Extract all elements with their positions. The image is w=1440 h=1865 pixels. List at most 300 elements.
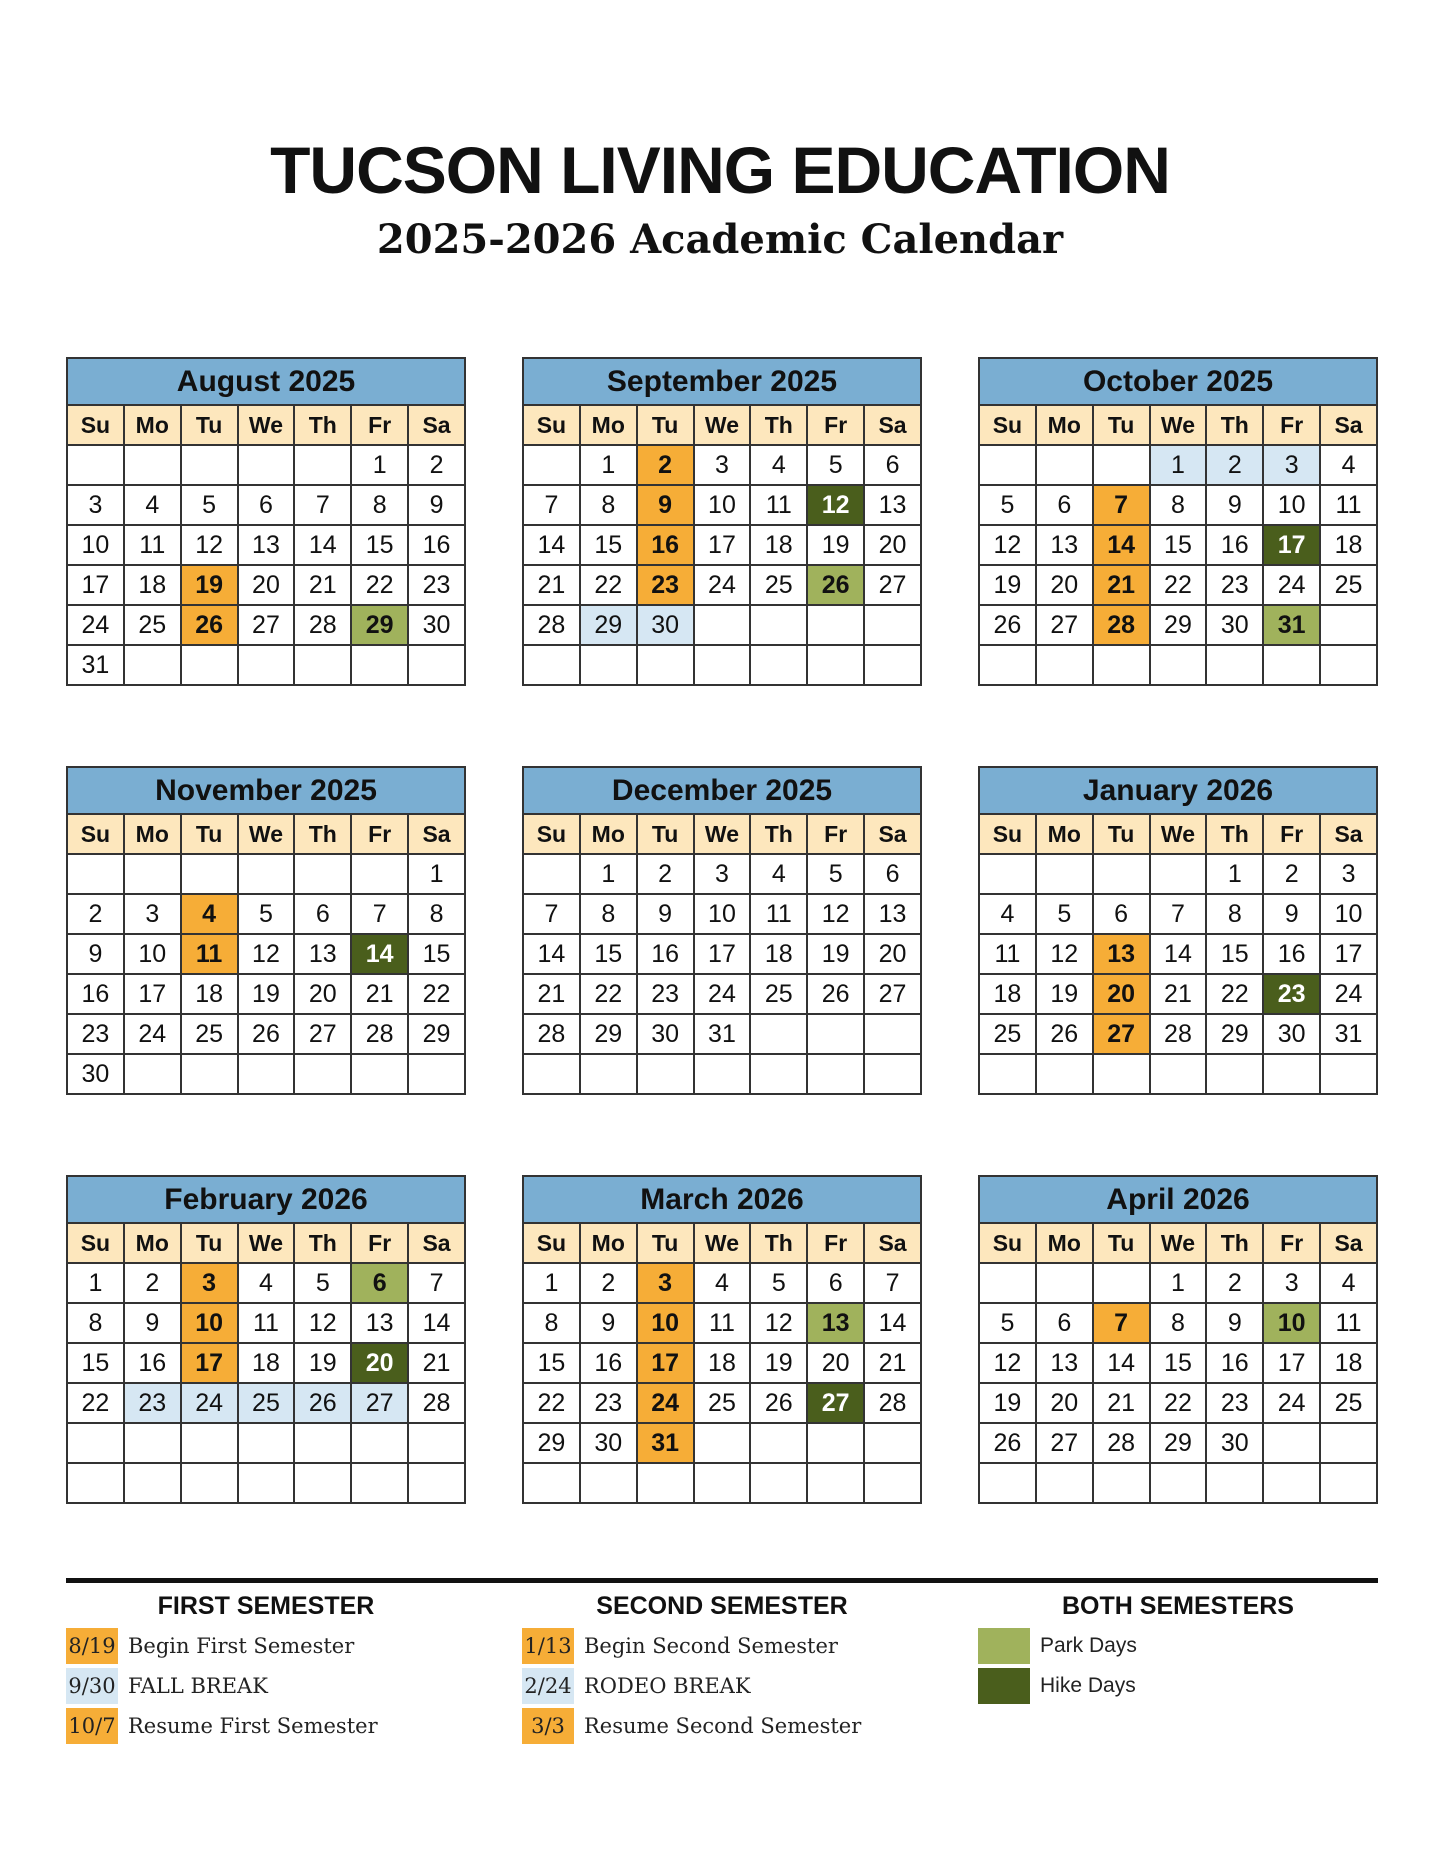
day-cell: 16 <box>1263 934 1320 974</box>
day-cell: 2 <box>408 445 465 485</box>
day-cell: 13 <box>864 894 921 934</box>
month-calendar <box>66 766 466 1095</box>
day-cell: 2 <box>1206 1263 1263 1303</box>
empty-cell <box>294 854 351 894</box>
week-row <box>67 894 465 934</box>
day-cell: 12 <box>294 1303 351 1343</box>
day-cell: 3 <box>1320 854 1377 894</box>
weekday-label: Su <box>979 405 1036 445</box>
week-row <box>67 605 465 645</box>
weekday-label: Th <box>294 814 351 854</box>
empty-cell <box>523 854 580 894</box>
day-cell: 14 <box>1150 934 1207 974</box>
legend-heading: BOTH SEMESTERS <box>1062 1592 1294 1620</box>
empty-cell <box>637 1463 694 1503</box>
weekday-label: We <box>1150 405 1207 445</box>
day-cell: 14 <box>294 525 351 565</box>
weekday-label: We <box>1150 1223 1207 1263</box>
day-cell: 6 <box>1036 485 1093 525</box>
week-row <box>523 854 921 894</box>
day-cell: 2 <box>637 854 694 894</box>
day-cell: 14 <box>1093 525 1150 565</box>
day-cell: 10 <box>1320 894 1377 934</box>
day-cell: 29 <box>408 1014 465 1054</box>
month-title: October 2025 <box>979 358 1377 405</box>
week-row <box>979 1303 1377 1343</box>
weekday-label: Su <box>523 405 580 445</box>
legend-swatch-park <box>978 1628 1030 1664</box>
weekday-label: Sa <box>864 1223 921 1263</box>
empty-cell <box>523 1054 580 1094</box>
day-cell: 16 <box>124 1343 181 1383</box>
empty-cell <box>694 1463 751 1503</box>
day-cell: 12 <box>181 525 238 565</box>
day-cell: 4 <box>1320 1263 1377 1303</box>
day-cell: 26 <box>1036 1014 1093 1054</box>
day-cell: 21 <box>523 565 580 605</box>
week-row <box>67 974 465 1014</box>
day-cell: 22 <box>67 1383 124 1423</box>
day-cell: 29 <box>351 605 408 645</box>
day-cell: 8 <box>1206 894 1263 934</box>
day-cell: 27 <box>1036 605 1093 645</box>
empty-cell <box>1150 1054 1207 1094</box>
empty-cell <box>979 1463 1036 1503</box>
day-cell: 25 <box>1320 1383 1377 1423</box>
day-cell: 11 <box>1320 485 1377 525</box>
empty-cell <box>1263 1463 1320 1503</box>
day-cell: 18 <box>750 934 807 974</box>
empty-cell <box>1093 854 1150 894</box>
weekday-label: Fr <box>1263 1223 1320 1263</box>
empty-cell <box>181 645 238 685</box>
empty-cell <box>864 605 921 645</box>
day-cell: 25 <box>750 565 807 605</box>
empty-cell <box>979 445 1036 485</box>
day-cell: 13 <box>1093 934 1150 974</box>
day-cell: 8 <box>67 1303 124 1343</box>
day-cell: 1 <box>523 1263 580 1303</box>
day-cell: 23 <box>580 1383 637 1423</box>
day-cell: 28 <box>1093 1423 1150 1463</box>
day-cell: 19 <box>807 934 864 974</box>
day-cell: 30 <box>1206 1423 1263 1463</box>
empty-cell <box>1320 605 1377 645</box>
day-cell: 17 <box>67 565 124 605</box>
day-cell: 31 <box>694 1014 751 1054</box>
day-cell: 1 <box>408 854 465 894</box>
day-cell: 7 <box>1093 485 1150 525</box>
day-cell: 17 <box>1263 1343 1320 1383</box>
empty-cell <box>1036 1463 1093 1503</box>
week-row <box>523 974 921 1014</box>
day-cell: 23 <box>637 974 694 1014</box>
month-calendar <box>522 1175 922 1504</box>
week-row <box>979 605 1377 645</box>
empty-cell <box>1036 854 1093 894</box>
legend-item <box>522 1706 962 1746</box>
day-cell: 28 <box>523 605 580 645</box>
empty-cell <box>1206 1463 1263 1503</box>
week-row <box>523 645 921 685</box>
day-cell: 9 <box>1263 894 1320 934</box>
empty-cell <box>181 854 238 894</box>
day-cell: 17 <box>1320 934 1377 974</box>
day-cell: 29 <box>580 605 637 645</box>
week-row <box>523 1423 921 1463</box>
legend-item <box>522 1626 962 1666</box>
day-cell: 6 <box>864 854 921 894</box>
day-cell: 7 <box>294 485 351 525</box>
day-cell: 25 <box>1320 565 1377 605</box>
day-cell: 25 <box>124 605 181 645</box>
day-cell: 22 <box>580 565 637 605</box>
empty-cell <box>807 1463 864 1503</box>
week-row <box>523 1463 921 1503</box>
empty-cell <box>1036 645 1093 685</box>
week-row <box>523 1263 921 1303</box>
legend-swatch: 3/3 <box>522 1708 574 1744</box>
legend-item <box>978 1626 1418 1666</box>
empty-cell <box>238 445 295 485</box>
day-cell: 3 <box>1263 1263 1320 1303</box>
weekday-label: Mo <box>1036 814 1093 854</box>
weekday-label: Sa <box>1320 405 1377 445</box>
day-cell: 6 <box>294 894 351 934</box>
weekday-label: Tu <box>181 1223 238 1263</box>
empty-cell <box>181 445 238 485</box>
legend-label: Begin First Semester <box>128 1634 355 1658</box>
weekday-label: Mo <box>580 405 637 445</box>
day-cell: 18 <box>238 1343 295 1383</box>
day-cell: 2 <box>67 894 124 934</box>
day-cell: 4 <box>750 445 807 485</box>
day-cell: 13 <box>351 1303 408 1343</box>
week-row <box>67 854 465 894</box>
empty-cell <box>238 645 295 685</box>
day-cell: 12 <box>807 485 864 525</box>
day-cell: 7 <box>864 1263 921 1303</box>
empty-cell <box>67 445 124 485</box>
weekday-label: Mo <box>124 405 181 445</box>
empty-cell <box>807 1014 864 1054</box>
weekday-label: Fr <box>1263 405 1320 445</box>
day-cell: 27 <box>1093 1014 1150 1054</box>
weekday-label: Sa <box>408 405 465 445</box>
day-cell: 3 <box>1263 445 1320 485</box>
day-cell: 2 <box>637 445 694 485</box>
empty-cell <box>238 1054 295 1094</box>
week-row <box>67 1054 465 1094</box>
empty-cell <box>408 1463 465 1503</box>
day-cell: 20 <box>1036 1383 1093 1423</box>
day-cell: 8 <box>408 894 465 934</box>
day-cell: 13 <box>294 934 351 974</box>
legend-swatch: 10/7 <box>66 1708 118 1744</box>
day-cell: 18 <box>750 525 807 565</box>
week-row <box>523 605 921 645</box>
day-cell: 28 <box>523 1014 580 1054</box>
empty-cell <box>580 645 637 685</box>
empty-cell <box>294 1463 351 1503</box>
day-cell: 19 <box>750 1343 807 1383</box>
day-cell: 11 <box>124 525 181 565</box>
empty-cell <box>1150 854 1207 894</box>
empty-cell <box>1263 1054 1320 1094</box>
week-row <box>979 854 1377 894</box>
day-cell: 13 <box>238 525 295 565</box>
day-cell: 23 <box>1206 565 1263 605</box>
day-cell: 20 <box>238 565 295 605</box>
weekday-label: Su <box>523 814 580 854</box>
day-cell: 25 <box>238 1383 295 1423</box>
day-cell: 17 <box>1263 525 1320 565</box>
day-cell: 17 <box>694 525 751 565</box>
day-cell: 29 <box>1150 1423 1207 1463</box>
day-cell: 10 <box>694 485 751 525</box>
weekday-label: Tu <box>637 814 694 854</box>
day-cell: 28 <box>408 1383 465 1423</box>
legend-item <box>66 1706 506 1746</box>
empty-cell <box>124 1423 181 1463</box>
week-row <box>979 1014 1377 1054</box>
day-cell: 18 <box>1320 525 1377 565</box>
month-title: September 2025 <box>523 358 921 405</box>
day-cell: 11 <box>979 934 1036 974</box>
weekday-label: Sa <box>1320 1223 1377 1263</box>
day-cell: 23 <box>124 1383 181 1423</box>
day-cell: 7 <box>351 894 408 934</box>
day-cell: 20 <box>864 934 921 974</box>
day-cell: 19 <box>181 565 238 605</box>
day-cell: 8 <box>580 485 637 525</box>
day-cell: 28 <box>351 1014 408 1054</box>
empty-cell <box>181 1054 238 1094</box>
day-cell: 19 <box>807 525 864 565</box>
weekday-label: Tu <box>637 1223 694 1263</box>
empty-cell <box>864 1423 921 1463</box>
weekday-label: Su <box>979 1223 1036 1263</box>
day-cell: 18 <box>181 974 238 1014</box>
day-cell: 26 <box>294 1383 351 1423</box>
day-cell: 9 <box>67 934 124 974</box>
month-title: December 2025 <box>523 767 921 814</box>
day-cell: 24 <box>637 1383 694 1423</box>
day-cell: 24 <box>124 1014 181 1054</box>
empty-cell <box>1263 1423 1320 1463</box>
weekday-label: We <box>694 814 751 854</box>
day-cell: 3 <box>124 894 181 934</box>
day-cell: 15 <box>1150 1343 1207 1383</box>
empty-cell <box>351 854 408 894</box>
day-cell: 24 <box>67 605 124 645</box>
day-cell: 24 <box>694 974 751 1014</box>
day-cell: 10 <box>637 1303 694 1343</box>
empty-cell <box>807 1423 864 1463</box>
weekday-label: Mo <box>124 814 181 854</box>
day-cell: 26 <box>979 605 1036 645</box>
month-title: August 2025 <box>67 358 465 405</box>
day-cell: 29 <box>580 1014 637 1054</box>
day-cell: 25 <box>979 1014 1036 1054</box>
week-row <box>523 445 921 485</box>
legend-item <box>66 1666 506 1706</box>
day-cell: 3 <box>181 1263 238 1303</box>
day-cell: 10 <box>694 894 751 934</box>
day-cell: 22 <box>1206 974 1263 1014</box>
day-cell: 27 <box>807 1383 864 1423</box>
day-cell: 18 <box>1320 1343 1377 1383</box>
day-cell: 28 <box>864 1383 921 1423</box>
day-cell: 1 <box>580 854 637 894</box>
empty-cell <box>807 1054 864 1094</box>
day-cell: 15 <box>580 934 637 974</box>
day-cell: 31 <box>637 1423 694 1463</box>
weekday-label: Tu <box>1093 1223 1150 1263</box>
day-cell: 13 <box>807 1303 864 1343</box>
month-calendar <box>522 357 922 686</box>
week-row <box>67 1383 465 1423</box>
empty-cell <box>1320 1423 1377 1463</box>
day-cell: 10 <box>1263 1303 1320 1343</box>
day-cell: 1 <box>580 445 637 485</box>
weekday-label: We <box>238 814 295 854</box>
empty-cell <box>1206 1054 1263 1094</box>
legend-divider <box>66 1578 1378 1583</box>
weekday-label: Fr <box>807 814 864 854</box>
month-calendar <box>978 1175 1378 1504</box>
empty-cell <box>181 1423 238 1463</box>
weekday-label: We <box>238 405 295 445</box>
empty-cell <box>124 1054 181 1094</box>
day-cell: 12 <box>979 525 1036 565</box>
day-cell: 15 <box>1206 934 1263 974</box>
day-cell: 21 <box>351 974 408 1014</box>
month-title: November 2025 <box>67 767 465 814</box>
day-cell: 11 <box>750 894 807 934</box>
day-cell: 12 <box>807 894 864 934</box>
day-cell: 5 <box>750 1263 807 1303</box>
day-cell: 14 <box>408 1303 465 1343</box>
legend-label: Begin Second Semester <box>584 1634 838 1658</box>
week-row <box>523 1014 921 1054</box>
month-calendar <box>978 357 1378 686</box>
weekday-label: Fr <box>351 1223 408 1263</box>
empty-cell <box>1320 645 1377 685</box>
day-cell: 25 <box>750 974 807 1014</box>
day-cell: 31 <box>1263 605 1320 645</box>
empty-cell <box>979 854 1036 894</box>
day-cell: 24 <box>181 1383 238 1423</box>
weekday-label: Su <box>67 1223 124 1263</box>
day-cell: 17 <box>694 934 751 974</box>
day-cell: 9 <box>637 485 694 525</box>
day-cell: 11 <box>238 1303 295 1343</box>
day-cell: 30 <box>637 605 694 645</box>
empty-cell <box>523 445 580 485</box>
weekday-label: Th <box>750 814 807 854</box>
day-cell: 6 <box>864 445 921 485</box>
day-cell: 12 <box>750 1303 807 1343</box>
day-cell: 29 <box>1206 1014 1263 1054</box>
day-cell: 2 <box>124 1263 181 1303</box>
day-cell: 14 <box>523 525 580 565</box>
day-cell: 11 <box>750 485 807 525</box>
week-row <box>523 1343 921 1383</box>
week-row <box>523 565 921 605</box>
day-cell: 23 <box>408 565 465 605</box>
empty-cell <box>637 1054 694 1094</box>
day-cell: 6 <box>1093 894 1150 934</box>
weekday-label: Tu <box>1093 814 1150 854</box>
day-cell: 19 <box>294 1343 351 1383</box>
week-row <box>979 1054 1377 1094</box>
month-title: February 2026 <box>67 1176 465 1223</box>
day-cell: 13 <box>1036 525 1093 565</box>
week-row <box>67 1303 465 1343</box>
empty-cell <box>694 1423 751 1463</box>
day-cell: 24 <box>1320 974 1377 1014</box>
day-cell: 22 <box>1150 565 1207 605</box>
day-cell: 16 <box>1206 525 1263 565</box>
empty-cell <box>1206 645 1263 685</box>
weekday-label: We <box>1150 814 1207 854</box>
day-cell: 28 <box>1093 605 1150 645</box>
weekday-label: Sa <box>864 405 921 445</box>
weekday-label: Fr <box>351 814 408 854</box>
empty-cell <box>1093 445 1150 485</box>
week-row <box>979 934 1377 974</box>
day-cell: 19 <box>979 1383 1036 1423</box>
weekday-label: Tu <box>637 405 694 445</box>
month-calendar <box>66 357 466 686</box>
day-cell: 23 <box>1206 1383 1263 1423</box>
legend-heading: FIRST SEMESTER <box>157 1592 375 1620</box>
weekday-label: Mo <box>580 814 637 854</box>
weekday-label: We <box>238 1223 295 1263</box>
empty-cell <box>1093 645 1150 685</box>
weekday-label: Th <box>294 1223 351 1263</box>
day-cell: 20 <box>1036 565 1093 605</box>
day-cell: 3 <box>694 854 751 894</box>
day-cell: 19 <box>238 974 295 1014</box>
empty-cell <box>408 645 465 685</box>
day-cell: 18 <box>694 1343 751 1383</box>
day-cell: 8 <box>351 485 408 525</box>
legend-label: Hike Days <box>1040 1674 1136 1697</box>
empty-cell <box>523 645 580 685</box>
weekday-label: Fr <box>1263 814 1320 854</box>
day-cell: 18 <box>979 974 1036 1014</box>
empty-cell <box>864 1463 921 1503</box>
week-row <box>523 934 921 974</box>
page-subtitle: 2025-2026 Academic Calendar <box>376 216 1064 263</box>
day-cell: 21 <box>1093 565 1150 605</box>
empty-cell <box>1320 1054 1377 1094</box>
week-row <box>979 485 1377 525</box>
empty-cell <box>67 1463 124 1503</box>
day-cell: 1 <box>1150 445 1207 485</box>
week-row <box>67 645 465 685</box>
day-cell: 27 <box>351 1383 408 1423</box>
day-cell: 5 <box>1036 894 1093 934</box>
day-cell: 6 <box>351 1263 408 1303</box>
day-cell: 5 <box>238 894 295 934</box>
day-cell: 24 <box>694 565 751 605</box>
week-row <box>67 485 465 525</box>
empty-cell <box>979 1054 1036 1094</box>
day-cell: 26 <box>979 1423 1036 1463</box>
